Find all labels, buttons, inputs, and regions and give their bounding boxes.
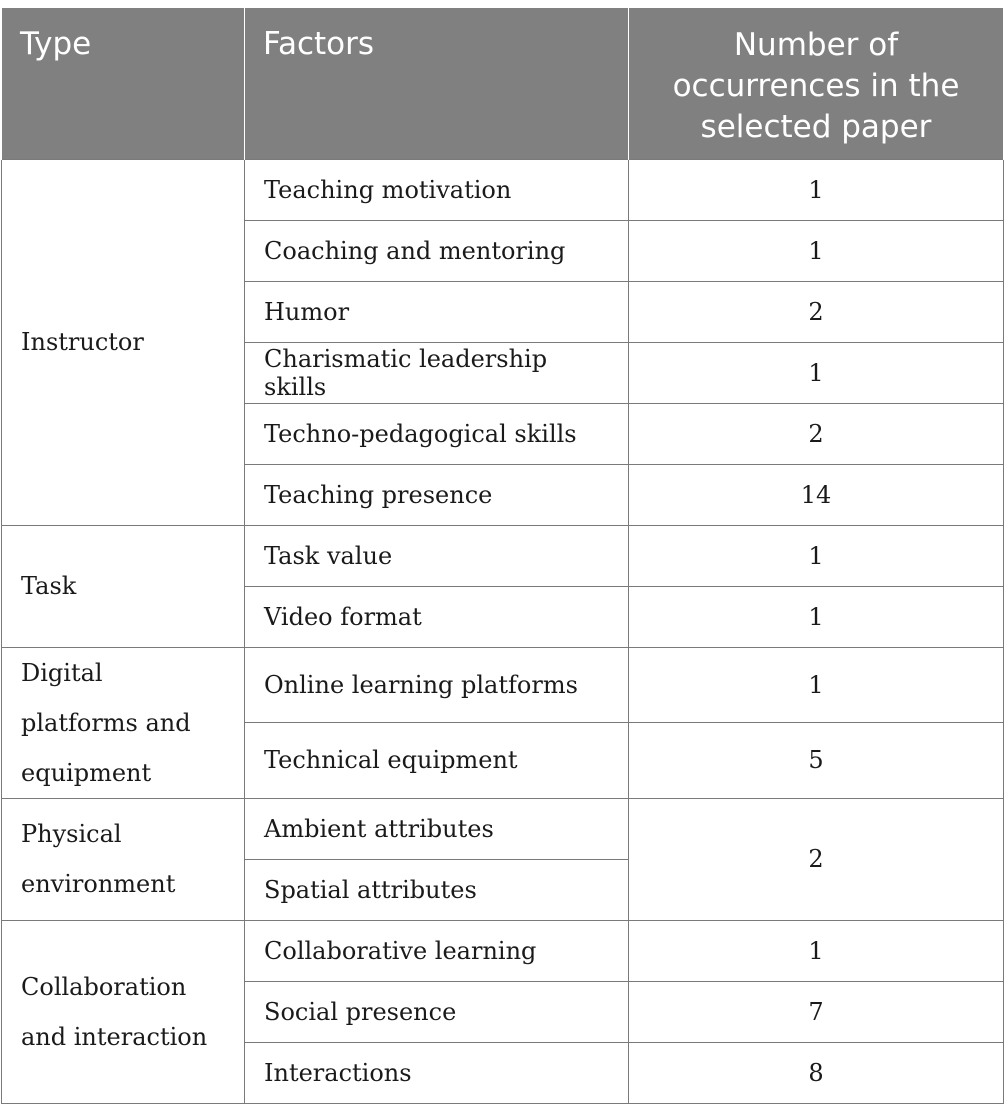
count-cell: 1 (629, 159, 1004, 220)
factor-cell: Online learning platforms (245, 647, 629, 723)
factor-cell: Coaching and mentoring (245, 220, 629, 281)
factors-table (1, 8, 1004, 1104)
factor-cell: Teaching presence (245, 464, 629, 525)
factor-cell: Collaborative learning (245, 920, 629, 981)
count-cell: 2 (629, 798, 1004, 920)
table-row (2, 647, 1004, 723)
factor-cell: Ambient attributes (245, 798, 629, 859)
count-cell: 1 (629, 647, 1004, 723)
header-factors: Factors (245, 8, 629, 159)
count-cell: 2 (629, 281, 1004, 342)
type-cell: Digital platforms and equipment (2, 647, 245, 798)
count-cell: 7 (629, 981, 1004, 1042)
count-cell: 8 (629, 1042, 1004, 1103)
factor-cell: Task value (245, 525, 629, 586)
count-cell: 1 (629, 920, 1004, 981)
count-cell: 14 (629, 464, 1004, 525)
factor-cell: Interactions (245, 1042, 629, 1103)
table-row (2, 920, 1004, 981)
type-cell: Instructor (2, 159, 245, 525)
factor-cell: Technical equipment (245, 723, 629, 799)
factor-cell: Spatial attributes (245, 859, 629, 920)
factor-cell: Techno-pedagogical skills (245, 403, 629, 464)
header-occurrences: Number of occurrences in the selected paper (629, 8, 1004, 159)
type-cell: Task (2, 525, 245, 647)
factor-cell: Charismatic leadership skills (245, 342, 629, 403)
count-cell: 1 (629, 525, 1004, 586)
count-cell: 5 (629, 723, 1004, 799)
factor-cell: Video format (245, 586, 629, 647)
header-row (2, 8, 1004, 159)
type-cell: Collaboration and interaction (2, 920, 245, 1103)
table-row (2, 159, 1004, 220)
count-cell: 1 (629, 586, 1004, 647)
count-cell: 2 (629, 403, 1004, 464)
header-type: Type (2, 8, 245, 159)
count-cell: 1 (629, 220, 1004, 281)
factor-cell: Teaching motivation (245, 159, 629, 220)
factor-cell: Humor (245, 281, 629, 342)
factor-cell: Social presence (245, 981, 629, 1042)
count-cell: 1 (629, 342, 1004, 403)
type-cell: Physical environment (2, 798, 245, 920)
table-row (2, 525, 1004, 586)
table-row (2, 798, 1004, 859)
